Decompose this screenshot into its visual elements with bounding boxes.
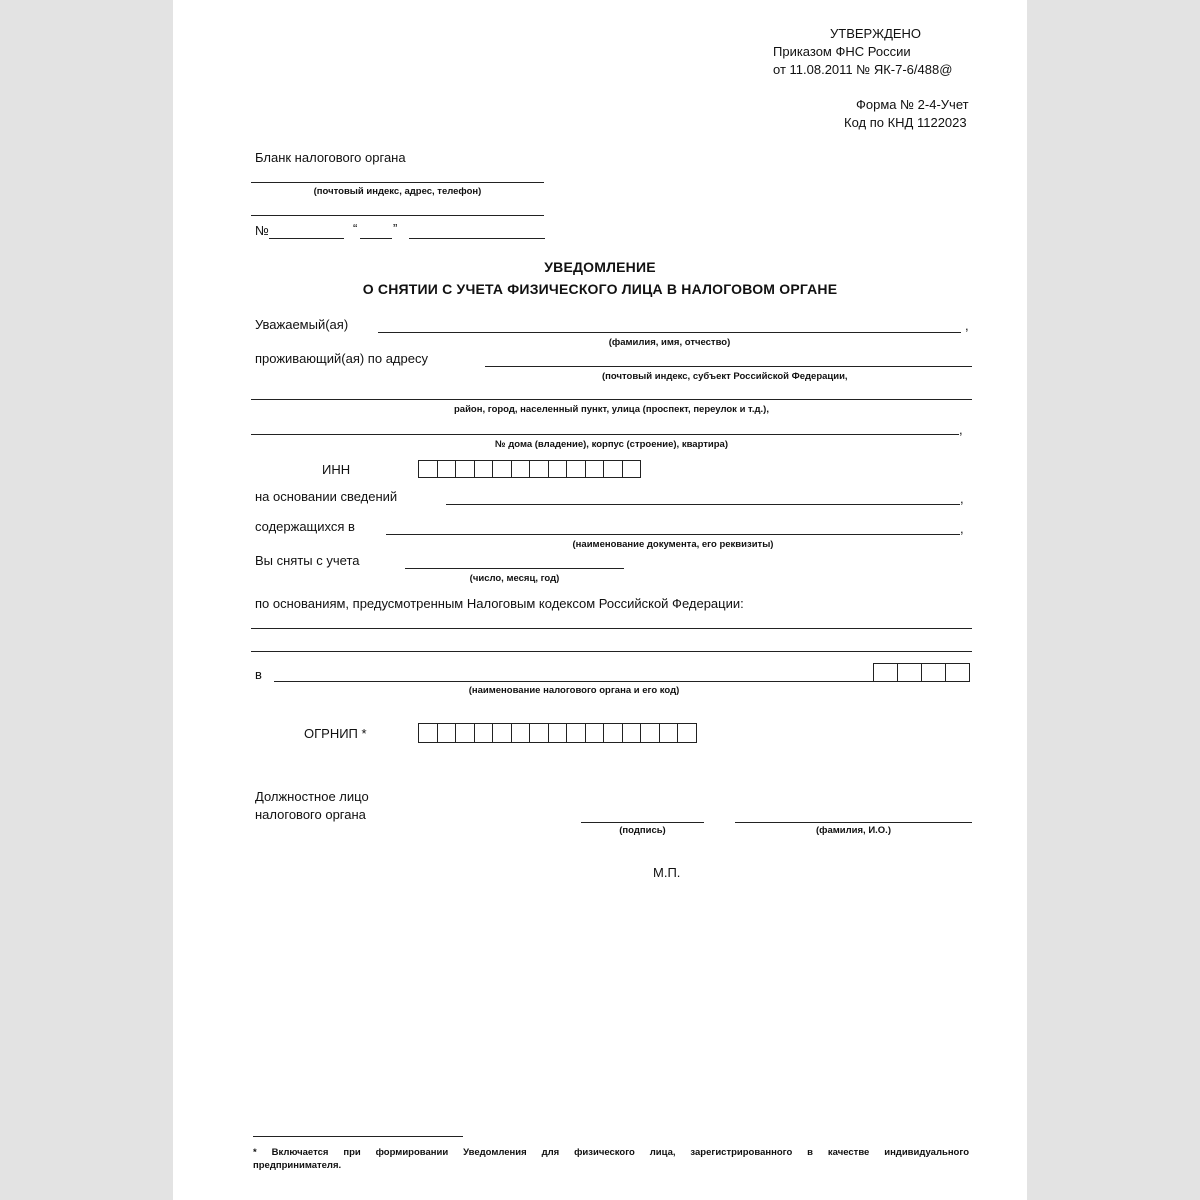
grounds-line-1 [251, 628, 972, 629]
name-line [735, 822, 972, 823]
number-sign: № [255, 223, 269, 238]
dear-label: Уважаемый(ая) [255, 317, 349, 332]
footnote-separator [253, 1136, 463, 1137]
order-label: Приказом ФНС России [773, 44, 911, 59]
address-caption-3: № дома (владение), корпус (строение), квартира) [495, 439, 728, 450]
in-label: в [255, 667, 262, 682]
number-line [269, 238, 344, 239]
form-sheet [173, 0, 1027, 1200]
doc-caption: (наименование документа, его реквизиты) [572, 539, 774, 550]
day-line [360, 238, 392, 239]
date-caption: (число, месяц, год) [469, 573, 560, 584]
date-line [409, 238, 545, 239]
tax-org-caption: (наименование налогового органа и его код) [468, 685, 680, 696]
title-line-2: О СНЯТИИ С УЧЕТА ФИЗИЧЕСКОГО ЛИЦА В НАЛОГОВОМ ОРГАНЕ [362, 281, 838, 297]
fio-comma: , [965, 318, 969, 333]
tax-org-code-cells[interactable] [873, 663, 969, 682]
address-line-1 [485, 366, 972, 367]
footnote-line-1: * Включается при формировании Уведомления для физического лица, зарегистрированного в качестве индивидуального [253, 1147, 969, 1158]
stamp-label: М.П. [653, 865, 681, 880]
tax-org-line [274, 681, 874, 682]
address-line-2 [251, 399, 972, 400]
address-caption-1: (почтовый индекс, субъект Российской Федерации, [602, 371, 848, 382]
approved-label: УТВЕРЖДЕНО [830, 26, 922, 41]
title-line-1: УВЕДОМЛЕНИЕ [544, 259, 656, 275]
grounds-line-2 [251, 651, 972, 652]
blank-label: Бланк налогового органа [255, 150, 406, 165]
quote-open: “ [353, 221, 358, 236]
contained-in-line [386, 534, 960, 535]
quote-close: ” [393, 221, 398, 236]
removed-date-line [405, 568, 624, 569]
ogrnip-label: ОГРНИП * [304, 726, 367, 741]
based-on-line [446, 504, 960, 505]
contained-in-comma: , [960, 521, 964, 536]
ogrnip-cells[interactable] [418, 723, 696, 743]
address-caption-2: район, город, населенный пункт, улица (проспект, переулок и т.д.), [454, 404, 769, 415]
official-label-2: налогового органа [255, 807, 366, 822]
footnote-line-2: предпринимателя. [253, 1160, 342, 1171]
fio-caption: (фамилия, имя, отчество) [608, 337, 731, 348]
based-on-label: на основании сведений [255, 489, 398, 504]
inn-label: ИНН [322, 462, 351, 477]
residing-label: проживающий(ая) по адресу [255, 351, 428, 366]
signature-line [581, 822, 704, 823]
blank-line-2 [251, 215, 544, 216]
address-comma: , [959, 422, 963, 437]
signature-caption: (подпись) [619, 825, 666, 836]
order-date: от 11.08.2011 № ЯК-7-6/488@ [773, 62, 953, 77]
knd-code: Код по КНД 1122023 [844, 115, 967, 130]
based-on-comma: , [960, 491, 964, 506]
name-caption: (фамилия, И.О.) [816, 825, 891, 836]
official-label-1: Должностное лицо [255, 789, 369, 804]
inn-cells[interactable] [418, 460, 640, 478]
blank-line-1 [251, 182, 544, 183]
fio-line [378, 332, 961, 333]
contained-in-label: содержащихся в [255, 519, 355, 534]
blank-address-caption: (почтовый индекс, адрес, телефон) [313, 186, 482, 197]
removed-label: Вы сняты с учета [255, 553, 360, 568]
grounds-label: по основаниям, предусмотренным Налоговым кодексом Российской Федерации: [255, 596, 744, 611]
form-number: Форма № 2-4-Учет [856, 97, 969, 112]
address-line-3 [251, 434, 959, 435]
